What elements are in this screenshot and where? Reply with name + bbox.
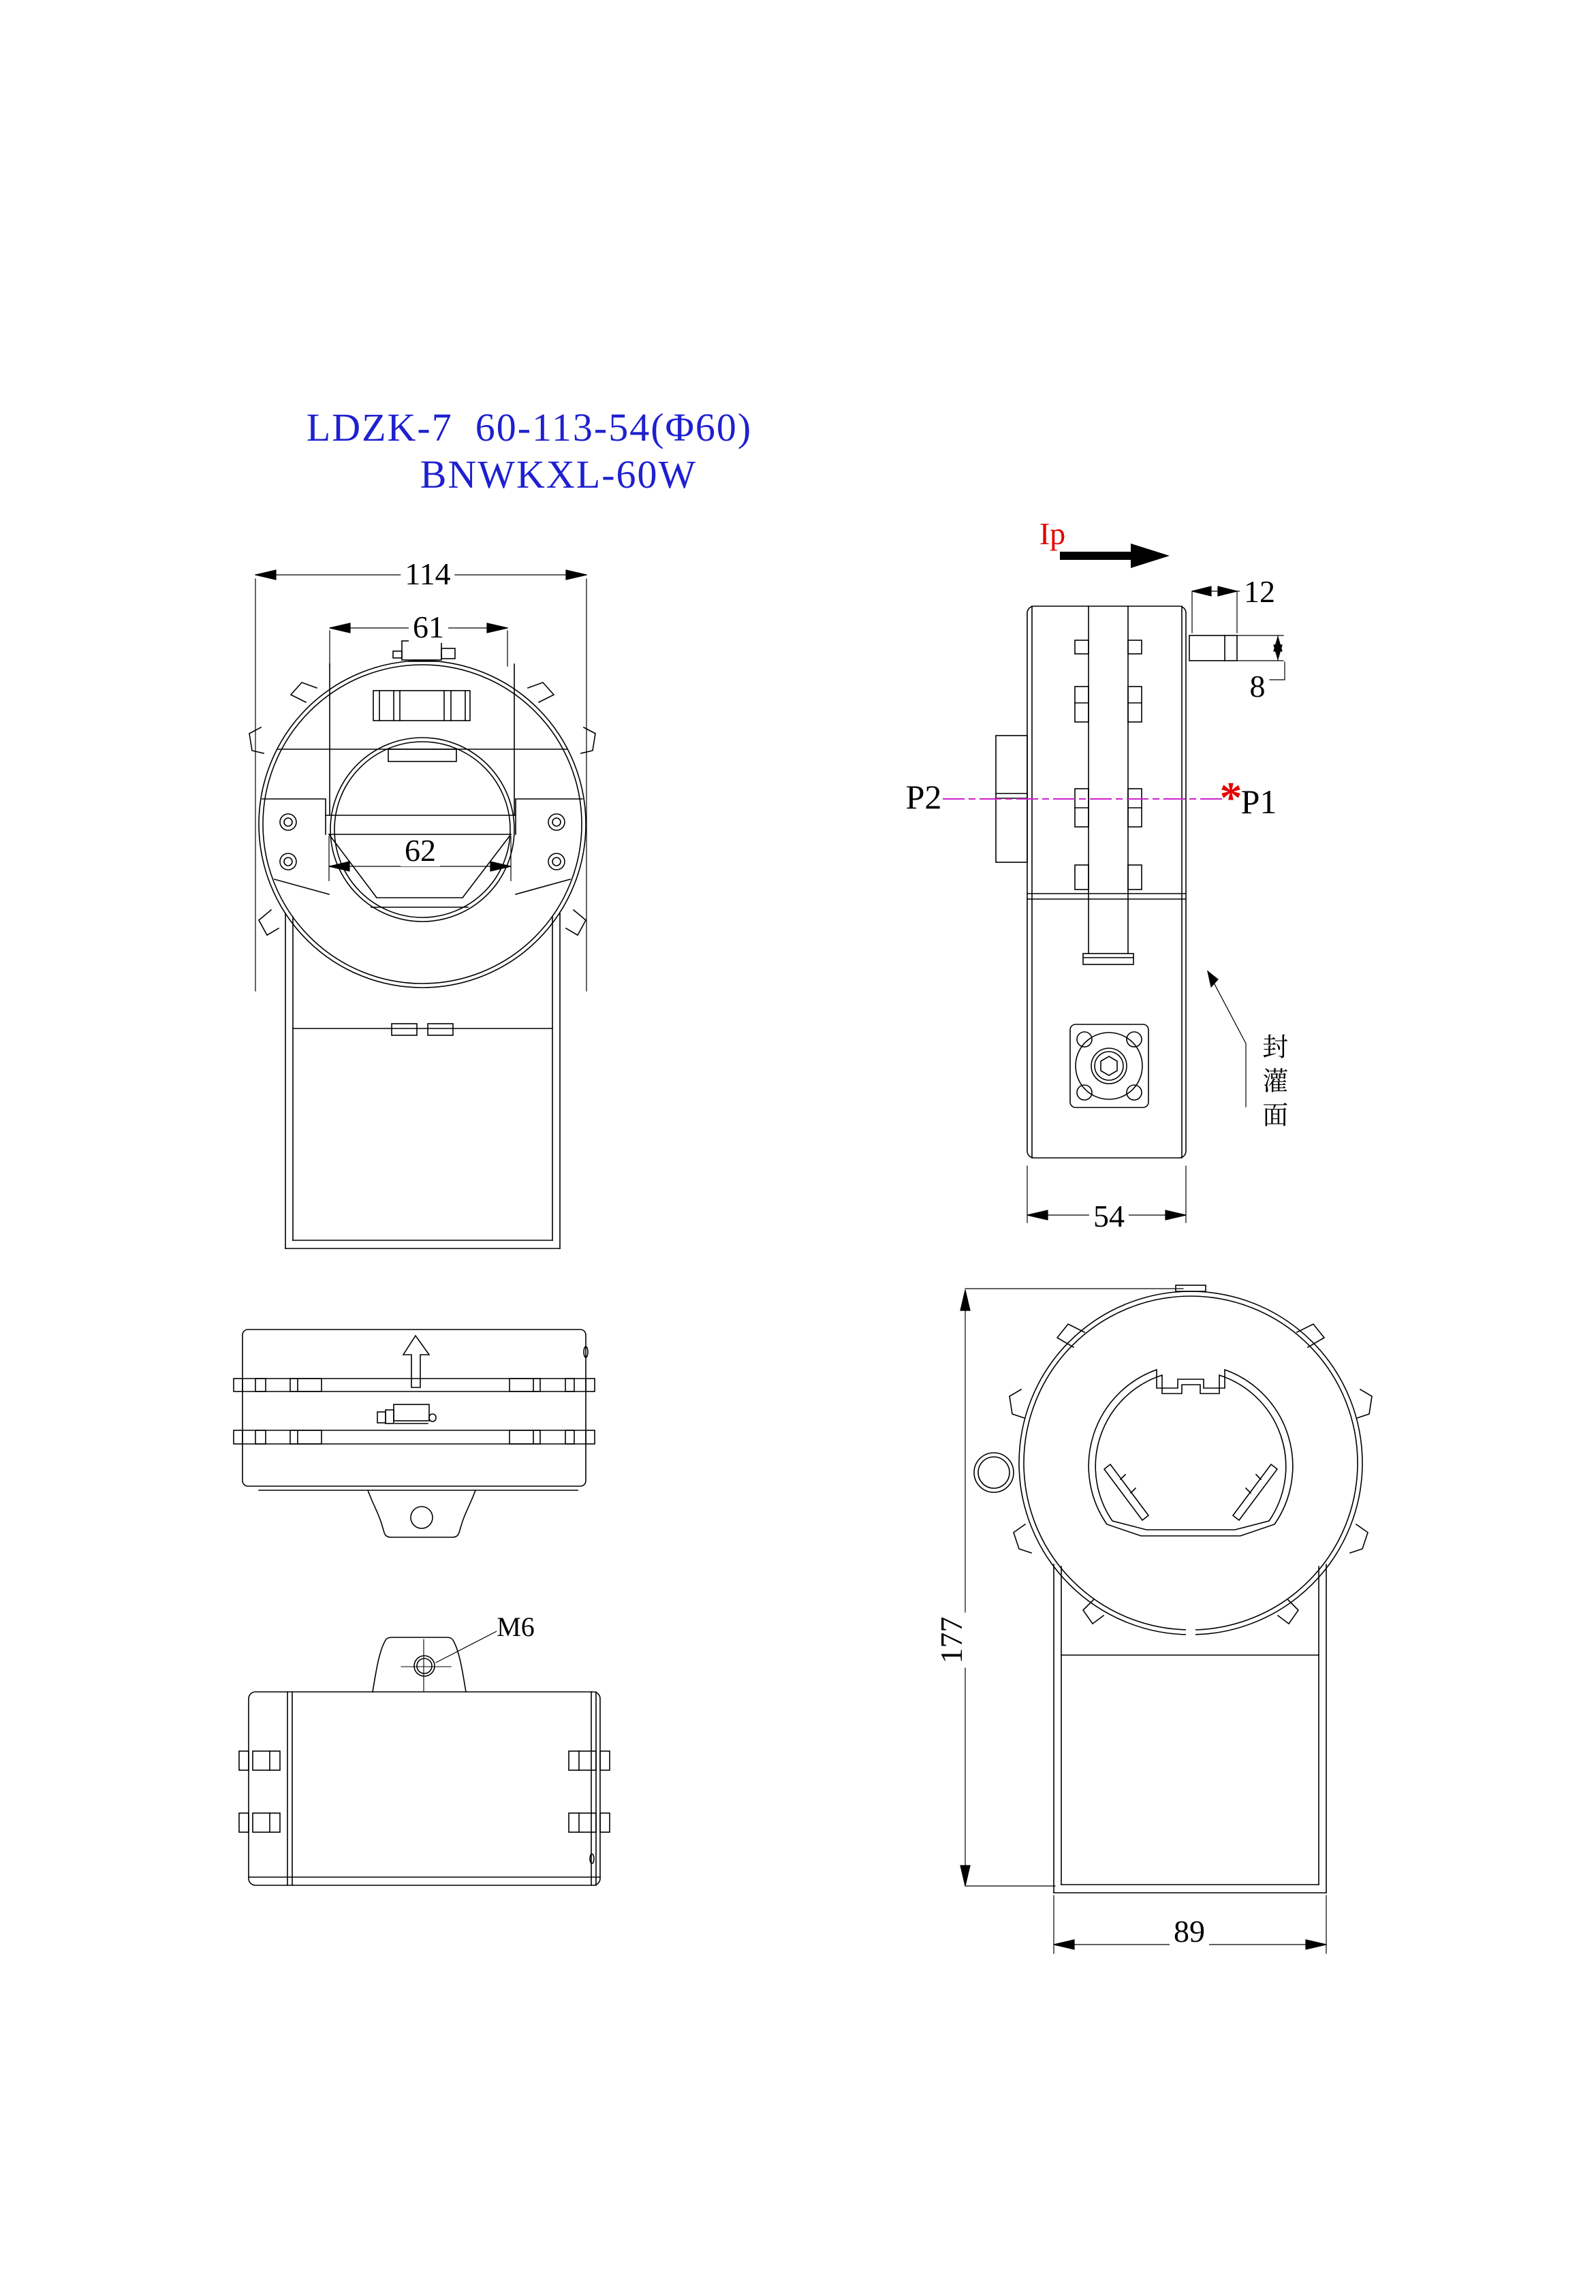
top-connector-side — [377, 1404, 436, 1424]
rear-base-box — [1054, 1564, 1326, 1893]
ip-current-label: Ip — [1039, 516, 1066, 551]
drawing-title-line1: LDZK-7 60-113-54(Φ60) — [306, 405, 753, 450]
polarity-star: * — [1219, 773, 1242, 823]
dim-label-12: 12 — [1240, 576, 1279, 608]
side-ring-hook — [974, 1453, 1014, 1492]
rear-view-drawing — [960, 1285, 1372, 1953]
m6-mounting-tab — [373, 1630, 499, 1692]
ip-arrow-icon — [1060, 544, 1170, 568]
dim-label-54: 54 — [1089, 1201, 1129, 1232]
dim-label-8: 8 — [1246, 671, 1270, 702]
side-view-drawing — [943, 544, 1285, 1223]
dim-label-61: 61 — [409, 612, 448, 643]
up-arrow-icon — [403, 1336, 429, 1387]
connector-plate — [1070, 1024, 1148, 1107]
dim-label-177: 177 — [936, 1613, 967, 1668]
mounting-tab — [368, 1490, 475, 1537]
dim-label-89: 89 — [1170, 1916, 1209, 1947]
potting-surface-leader — [1208, 971, 1246, 1107]
terminal-block — [373, 691, 470, 721]
terminal-label-p2: P2 — [905, 778, 942, 816]
dim-12 — [1192, 586, 1247, 633]
terminal-label-p1: P1 — [1240, 783, 1277, 821]
drawing-title-line2: BNWKXL-60W — [420, 452, 698, 497]
front-base-box — [285, 913, 560, 1248]
thread-label-m6: M6 — [497, 1611, 535, 1642]
dim-label-114: 114 — [401, 559, 454, 590]
dim-label-62: 62 — [401, 835, 440, 866]
bottom-view-drawing — [239, 1630, 610, 1885]
strap — [1075, 606, 1142, 964]
front-view-drawing — [249, 570, 595, 1248]
top-view-drawing — [234, 1330, 595, 1537]
rear-aperture — [1089, 1370, 1293, 1536]
potting-surface-note: 封灌面 — [1257, 1033, 1287, 1135]
